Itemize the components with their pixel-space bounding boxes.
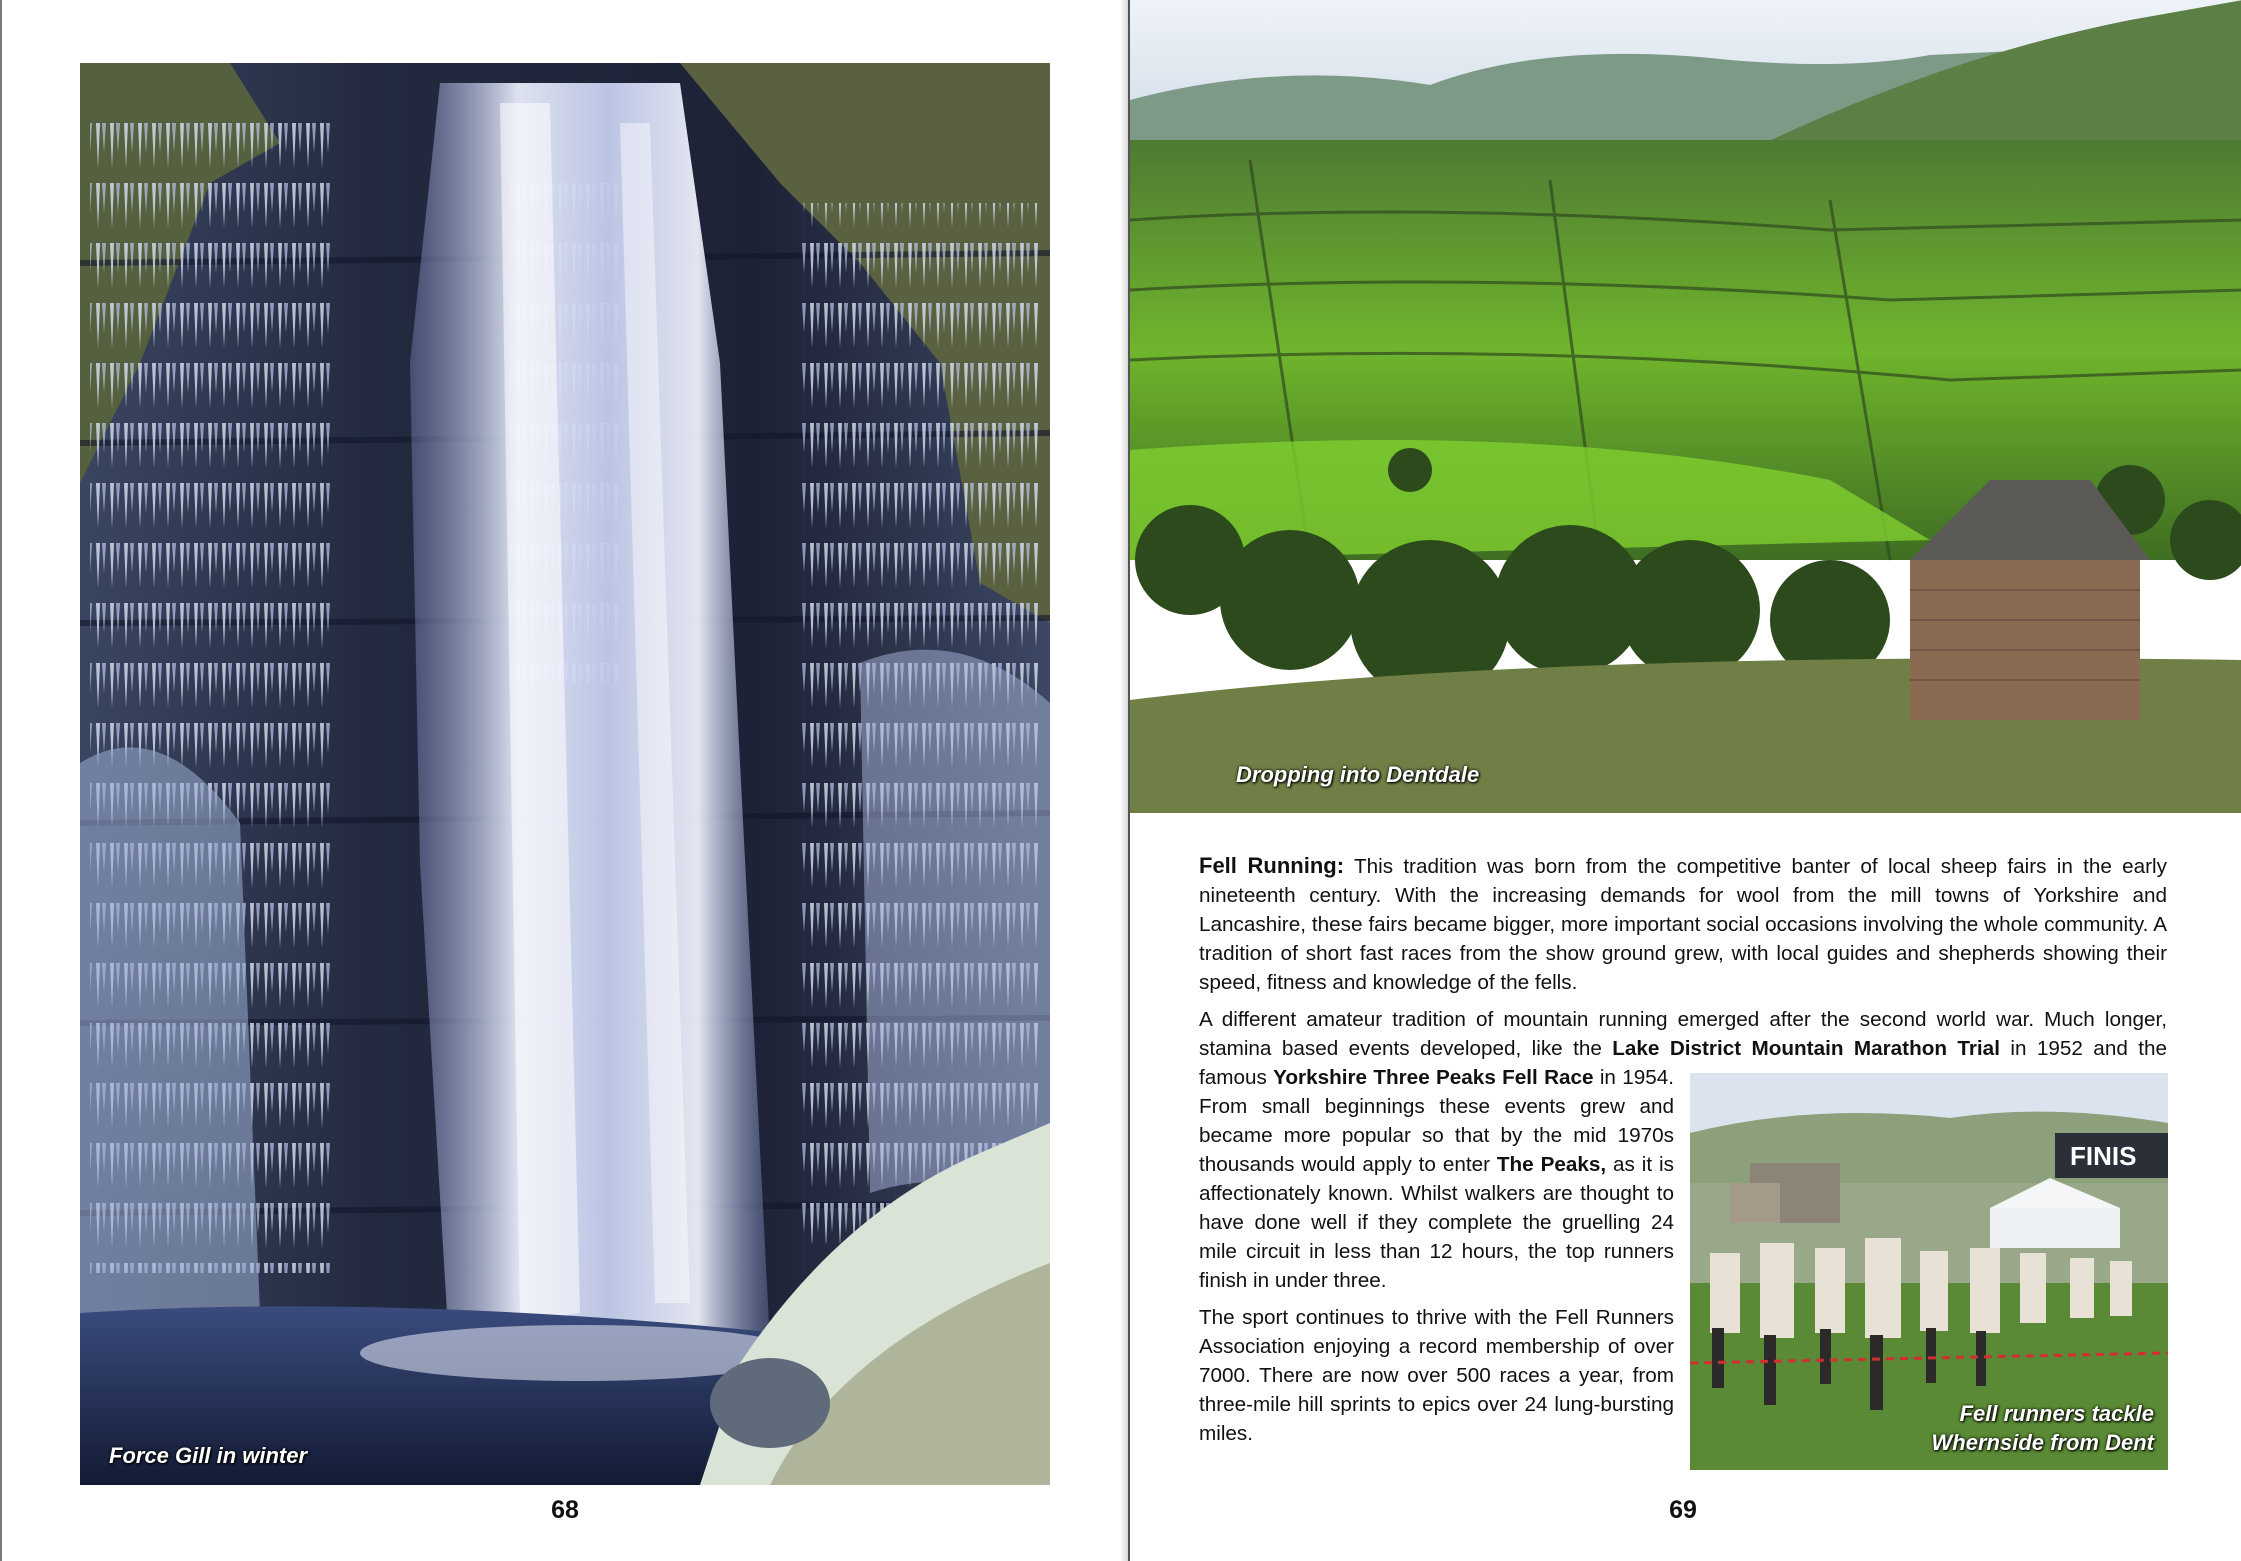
page-number-right: 69 — [1669, 1496, 1697, 1524]
dentdale-photo — [1130, 0, 2241, 813]
fell-runners-caption-line-2: Whernside from Dent — [1931, 1430, 2154, 1455]
finish-banner: FINIS — [2070, 1141, 2137, 1171]
fell-runners-caption-line-1: Fell runners tackle — [1959, 1401, 2154, 1426]
article-heading: Fell Running: — [1199, 853, 1345, 878]
page-number-left: 68 — [551, 1496, 579, 1524]
force-gill-caption: Force Gill in winter — [109, 1443, 308, 1468]
paragraph-1: Fell Running: This tradition was born from the competitive banter of local sheep fairs in the early nineteenth century. With the increasing demands for wool from the mill towns of Yorkshire and Lancashire, these fairs became bigger, more important social occasions involving the whole community. A tradition of short fast races from the show ground grew, with local guides and shepherds showing their speed, fitness and knowledge of the fells. — [1199, 853, 2167, 994]
fell-running-article — [1199, 851, 2167, 1470]
fell-runners-photo — [1690, 1073, 2168, 1470]
paragraph-3: The sport continues to thrive with the Fell Runners Association enjoying a record membership of over 7000. There are now over 500 races a year, from three-mile hill sprints to epics over 24 lung-bursting miles. — [1199, 1306, 1674, 1445]
force-gill-photo — [80, 63, 1050, 1485]
paragraph-2: A different amateur tradition of mountain running emerged after the second world war. Much longer, stamina based events developed, like the Lake District Mountain Marathon Trial in 1952 and the famous FINIS Fell runners tackle Whernside from Dent Yorkshire Three Peaks Fell Race in 1954. From small beginnings these events grew and became more popular so that by the mid 1970s thousands would apply to enter The Peaks, as it is affectionately known. Whilst walkers are thought to have done well if they complete the gruelling 24 mile circuit in less than 12 hours, the top runners finish in under three. — [1199, 1005, 2167, 1295]
dentdale-caption: Dropping into Dentdale — [1236, 762, 1480, 787]
